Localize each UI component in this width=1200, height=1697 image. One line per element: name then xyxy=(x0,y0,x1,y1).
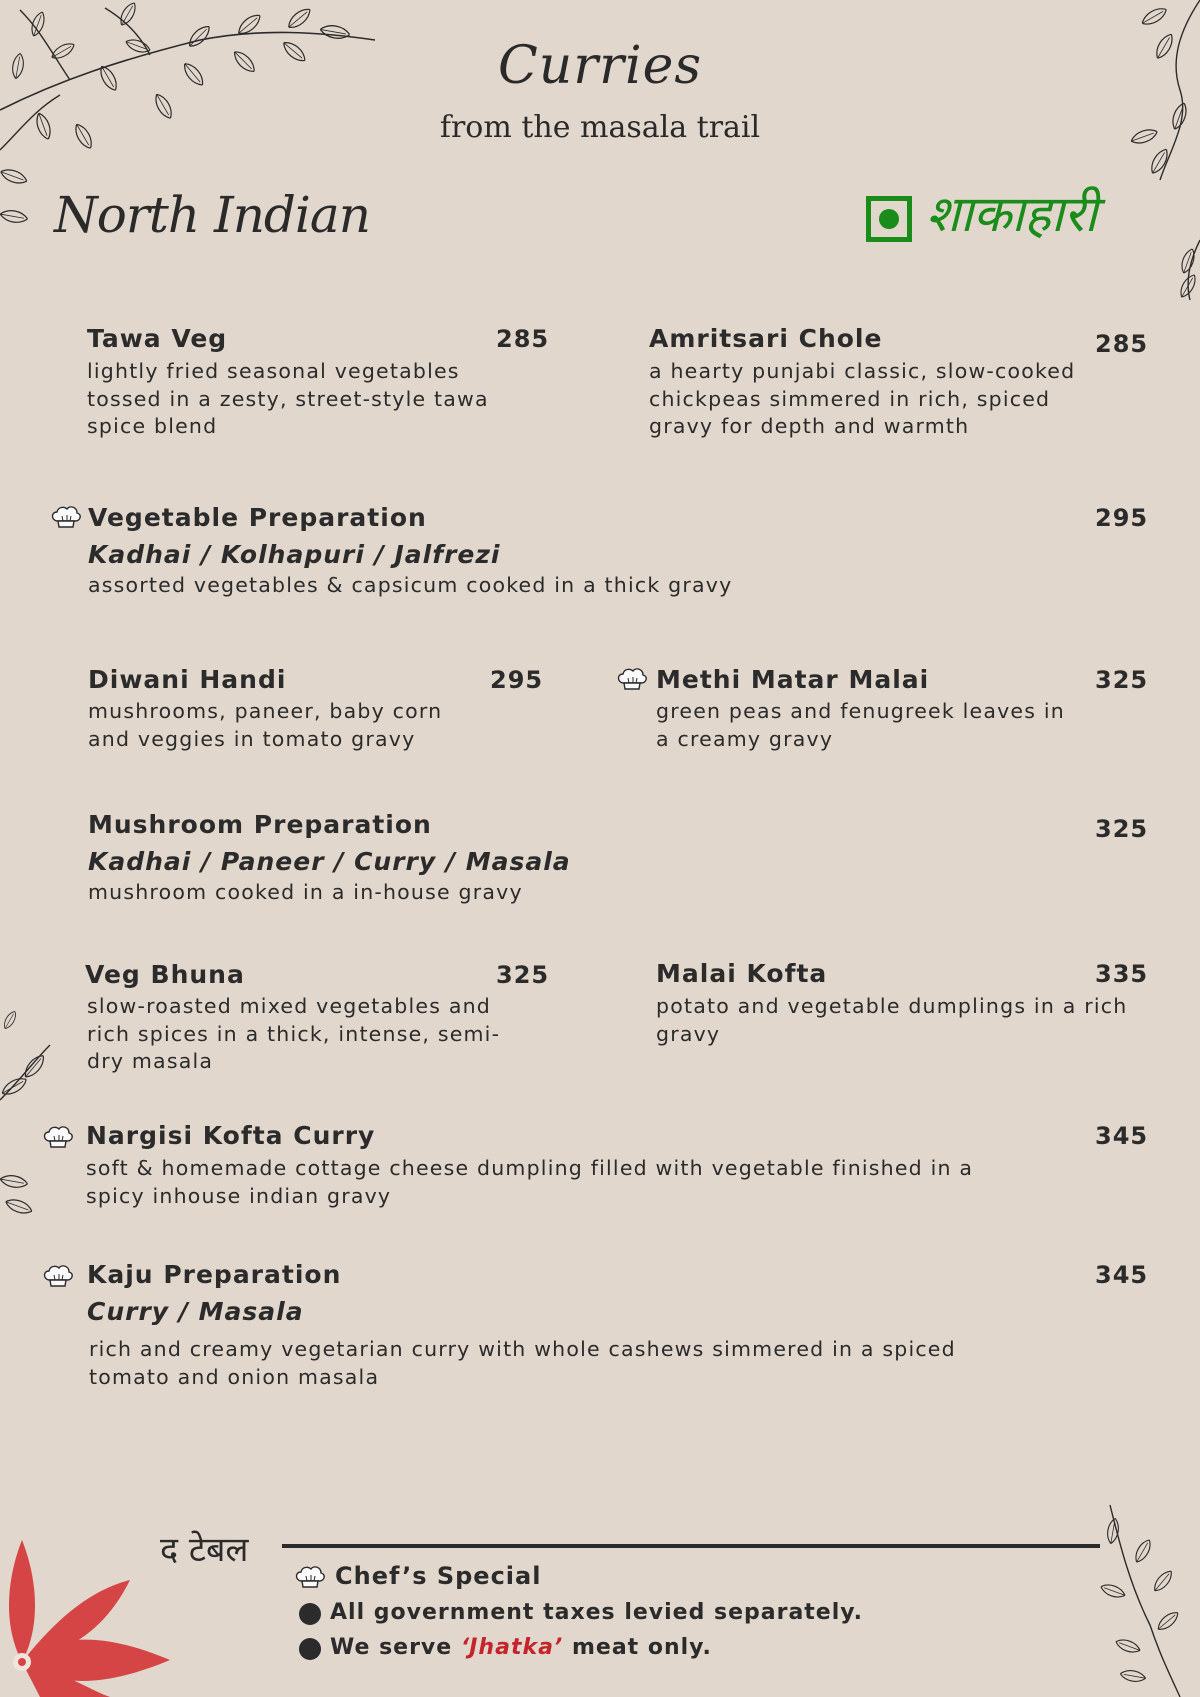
page-title: Curries xyxy=(497,36,703,96)
chef-hat-icon xyxy=(42,1124,74,1150)
divider xyxy=(282,1544,1100,1548)
menu-item-price: 325 xyxy=(1095,666,1149,694)
menu-item-price: 345 xyxy=(1095,1122,1149,1150)
tax-note: All government taxes levied separately. xyxy=(330,1600,863,1625)
bullet-icon xyxy=(299,1638,321,1660)
menu-item-price: 335 xyxy=(1095,960,1149,988)
menu-item-name: Kaju Preparation xyxy=(87,1260,342,1289)
bullet-icon xyxy=(299,1603,321,1625)
veg-symbol-icon xyxy=(866,196,912,242)
menu-item-variants: Kadhai / Paneer / Curry / Masala xyxy=(88,847,571,876)
menu-item-description: assorted vegetables & capsicum cooked in a thick gravy xyxy=(88,573,733,597)
menu-item-description: rich and creamy vegetarian curry with whole cashews simmered in a spiced tomato and onion masala xyxy=(89,1337,956,1389)
menu-item-price: 285 xyxy=(496,325,550,353)
menu-item-description: slow-roasted mixed vegetables and rich spices in a thick, intense, semi- dry masala xyxy=(87,994,501,1073)
menu-item-variants: Curry / Masala xyxy=(87,1297,304,1326)
chef-hat-icon xyxy=(42,1263,74,1289)
leaf-branch-icon xyxy=(0,1000,60,1230)
menu-item-price: 325 xyxy=(1095,815,1149,843)
menu-item-description: mushroom cooked in a in-house gravy xyxy=(88,880,523,904)
menu-item-name: Methi Matar Malai xyxy=(656,665,930,694)
menu-item-description: green peas and fenugreek leaves in a creamy gravy xyxy=(656,699,1065,751)
chef-hat-icon xyxy=(294,1564,326,1590)
menu-item-name: Nargisi Kofta Curry xyxy=(86,1121,376,1150)
menu-item-description: a hearty punjabi classic, slow-cooked chickpeas simmered in rich, spiced gravy for depth and warmth xyxy=(649,359,1076,438)
restaurant-logo: द टेबल xyxy=(160,1530,249,1570)
veg-label: शाकाहारी xyxy=(926,185,1098,243)
menu-item-name: Malai Kofta xyxy=(656,959,828,988)
menu-item-name: Amritsari Chole xyxy=(649,324,883,353)
menu-item-variants: Kadhai / Kolhapuri / Jalfrezi xyxy=(88,540,501,569)
menu-item-description: potato and vegetable dumplings in a rich gravy xyxy=(656,994,1128,1046)
menu-item-name: Vegetable Preparation xyxy=(88,503,427,532)
menu-item-price: 325 xyxy=(496,961,550,989)
menu-item-price: 295 xyxy=(490,666,544,694)
menu-item-name: Mushroom Preparation xyxy=(88,810,432,839)
menu-item-price: 345 xyxy=(1095,1261,1149,1289)
menu-item-price: 295 xyxy=(1095,504,1149,532)
meat-note: We serve ‘Jhatka’ meat only. xyxy=(330,1635,712,1660)
page-subtitle: from the masala trail xyxy=(439,110,761,145)
menu-item-name: Diwani Handi xyxy=(88,665,287,694)
leaf-branch-icon xyxy=(1080,1505,1200,1697)
menu-item-price: 285 xyxy=(1095,330,1149,358)
chef-special-legend: Chef’s Special xyxy=(335,1562,542,1590)
menu-item-description: mushrooms, paneer, baby corn and veggies in tomato gravy xyxy=(88,699,443,751)
chef-hat-icon xyxy=(50,504,82,530)
menu-item-description: lightly fried seasonal vegetables tossed in a zesty, street-style tawa spice blend xyxy=(87,359,489,438)
chef-hat-icon xyxy=(616,666,648,692)
menu-item-description: soft & homemade cottage cheese dumpling filled with vegetable finished in a spicy inhouse indian gravy xyxy=(86,1156,974,1208)
flower-icon xyxy=(0,1540,175,1697)
menu-item-name: Tawa Veg xyxy=(87,324,228,353)
section-heading: North Indian xyxy=(54,186,370,244)
menu-item-name: Veg Bhuna xyxy=(85,960,245,989)
